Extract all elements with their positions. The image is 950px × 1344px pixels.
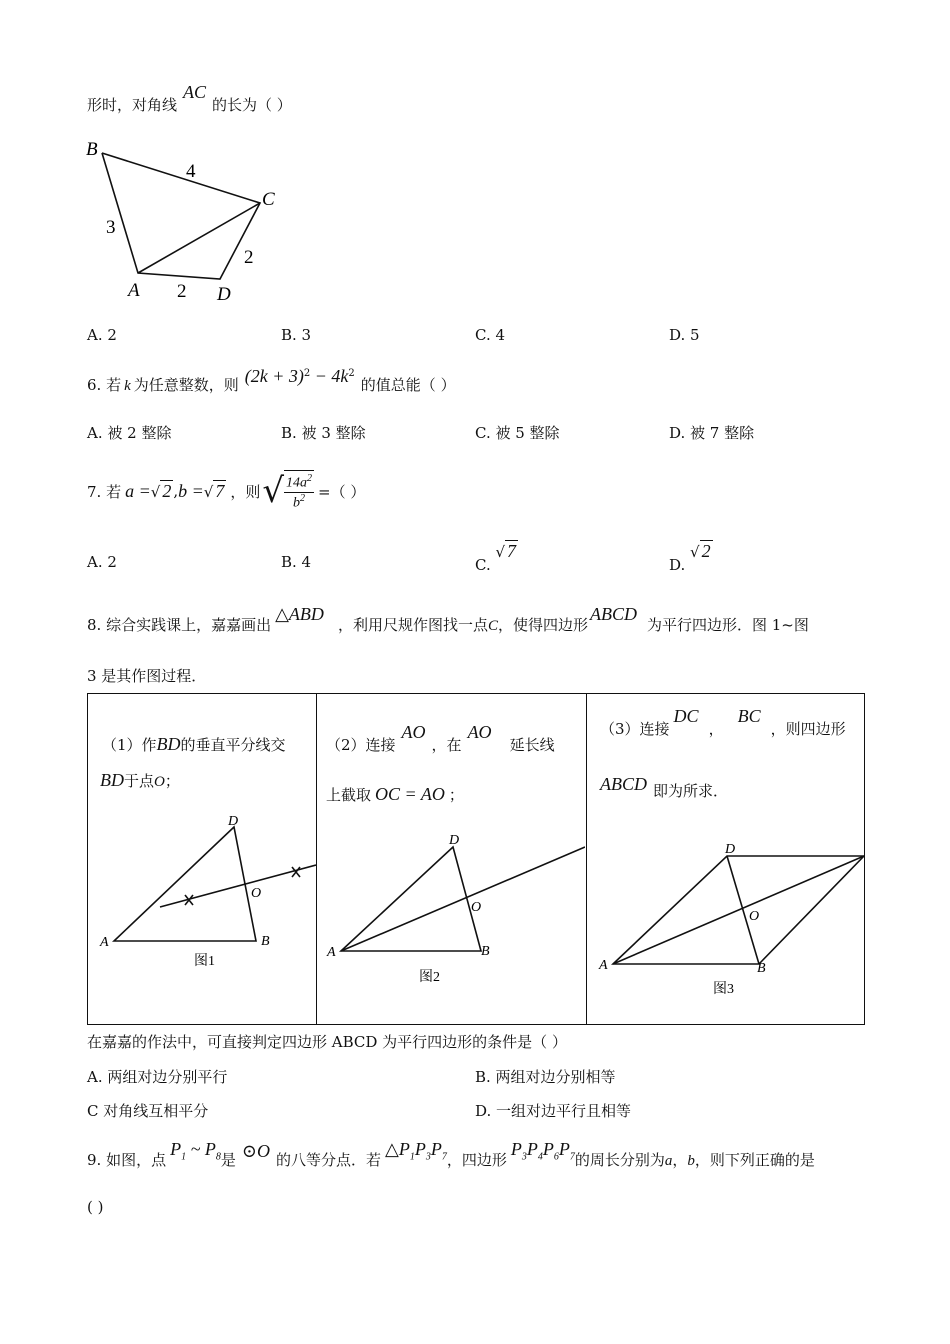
step3-b: ， [708, 720, 724, 738]
q9-triangle [384, 1139, 447, 1163]
q9-quad-s6: 6 [553, 1151, 559, 1163]
q9-stem-line2: ( ) [87, 1198, 104, 1216]
q9-quad-s7: 7 [569, 1151, 575, 1163]
q7-eq: =（ ） [318, 482, 366, 501]
q7-option-c-label: C. [475, 556, 491, 574]
q9-p1-to-p8 [170, 1139, 221, 1163]
step2-ao: AO [401, 722, 426, 742]
q7-option-c-rad: 7 [507, 541, 517, 561]
q5-stem-prefix: 形时，对角线 [87, 96, 178, 114]
step1-line2 [100, 770, 180, 791]
q9-quad-p4: P [526, 1139, 538, 1159]
q6-minus: − 4k [310, 366, 349, 386]
step2-c: 延长线 [509, 736, 555, 754]
fig3-diagonal-ac [613, 856, 864, 964]
q8-stem-line2: 3 是其作图过程． [87, 667, 207, 685]
q9-mid2: 的八等分点．若 [275, 1151, 381, 1169]
q8-option-a[interactable]: A. 两组对边分别平行 [87, 1068, 228, 1086]
q5-option-d[interactable]: D. 5 [669, 326, 700, 344]
fig1-label-b: B [261, 934, 270, 949]
fig1-perp-bisector [160, 865, 316, 907]
q9-mid4: 的周长分别为 [574, 1151, 665, 1169]
fig3-label-b: B [757, 961, 766, 976]
label-d: D [217, 284, 231, 305]
label-b: B [86, 139, 98, 160]
q9-stem-line1 [87, 1139, 815, 1173]
q6-stem [87, 366, 456, 395]
q6-option-a[interactable]: A. 被 2 整除 [87, 424, 172, 442]
side-cd: 2 [244, 247, 254, 268]
q9-prefix: 9. 如图，点 [87, 1151, 167, 1169]
q8-line1-a: 8. 综合实践课上，嘉嘉画出 [87, 616, 272, 634]
q9-tri-s7: 7 [441, 1151, 447, 1163]
q8-stem-line1 [87, 604, 809, 635]
fig1-arc-mark-2 [292, 867, 300, 877]
step3-abcd: ABCD [600, 774, 647, 794]
q6-suffix: 的值总能（ ） [360, 376, 456, 394]
q9-s1: 1 [181, 1151, 187, 1163]
step2-eq: OC = AO [375, 784, 445, 804]
q9-tri-p3: P [414, 1139, 426, 1159]
fig3-label-a: A [599, 958, 608, 973]
q7-stem [87, 468, 365, 514]
q9-tri-s3: 3 [425, 1151, 431, 1163]
q9-mid1: 是 [220, 1151, 236, 1169]
q6-exp2: 2 [348, 368, 355, 379]
figure-1 [88, 809, 316, 1024]
step1-c: BD [100, 770, 124, 790]
q7-radical-sign: √ [262, 471, 284, 511]
q9-tri-p1: P [398, 1139, 410, 1159]
q9-tri-s1: 1 [409, 1151, 415, 1163]
q9-tilde: ~ [186, 1139, 205, 1159]
q5-quadrilateral-figure [80, 135, 290, 305]
q9-quad-p6: P [542, 1139, 554, 1159]
q7-option-a[interactable]: A. 2 [87, 553, 117, 571]
fig1-label-a: A [100, 935, 109, 950]
q5-stem [87, 82, 292, 115]
q8-line1-c: ，使得四边形 [497, 616, 588, 634]
q7-then: ，则 [230, 482, 261, 501]
q8-option-b[interactable]: B. 两组对边分别相等 [475, 1068, 616, 1086]
figure-3 [587, 809, 864, 1024]
fig2-triangle [341, 847, 481, 951]
fig1-triangle [114, 827, 256, 941]
q9-tri-p7: P [430, 1139, 442, 1159]
label-c: C [262, 189, 275, 210]
step3-bc: BC [737, 706, 761, 726]
q9-quadrilateral [510, 1139, 575, 1163]
step1-b: 的垂直平分线交 [180, 736, 286, 754]
q7-option-d-label: D. [669, 556, 686, 574]
q7-comma: , [173, 482, 179, 500]
q8-abcd: ABCD [589, 604, 637, 624]
step3-a: （3）连接 [600, 720, 670, 738]
q7-denominator [284, 493, 314, 512]
step1-d: 于点 [124, 772, 155, 790]
q7-option-c[interactable]: C. √ 7 [475, 541, 517, 574]
q7-b-sqrt: √ 7 [203, 481, 225, 501]
q9-s8: 8 [215, 1151, 221, 1163]
q7-a-rad: 2 [162, 481, 172, 501]
q8-line1-b: ，利用尺规作图找一点 [337, 616, 488, 634]
q6-k: k [124, 378, 131, 394]
fig2-label-b: B [481, 944, 490, 959]
q7-num-exp: 2 [307, 473, 312, 485]
q5-option-a[interactable]: A. 2 [87, 326, 117, 344]
q8-point-c: C [487, 618, 498, 634]
q7-numerator [284, 473, 314, 493]
fig2-label-a: A [327, 945, 336, 960]
q8-question: 在嘉嘉的作法中，可直接判定四边形 ABCD 为平行四边形的条件是（ ） [87, 1033, 567, 1051]
step2-d: 上截取 [326, 786, 372, 804]
q7-a-sqrt: √ 2 [150, 481, 172, 501]
fig3-label-o: O [749, 909, 760, 924]
fig3-caption: 图3 [713, 982, 734, 997]
step1-o: O [154, 774, 165, 790]
q9-p8: P [204, 1139, 216, 1159]
q9-a: a [664, 1153, 673, 1169]
fig2-ao-extension [341, 847, 585, 951]
q8-option-d[interactable]: D. 一组对边平行且相等 [475, 1102, 632, 1120]
step3-d: 即为所求． [653, 782, 729, 800]
figure-2 [317, 809, 585, 1024]
step3-c: ，则四边形 [770, 720, 846, 738]
q7-prefix: 7. 若 [87, 482, 122, 501]
q8-construction-table [87, 693, 865, 1025]
q9-tri-sym: △ [384, 1139, 399, 1159]
q9-b: b [687, 1153, 695, 1169]
step3-dc: DC [673, 706, 699, 726]
q7-den-exp: 2 [300, 493, 305, 504]
step2-e: ； [448, 786, 464, 804]
q9-mid3: ，四边形 [446, 1151, 507, 1169]
fig2-label-o: O [471, 900, 482, 915]
q6-expression [245, 368, 355, 386]
q7-a-eq: a = [125, 480, 151, 501]
q5-stem-math: AC [183, 82, 207, 102]
q6-option-b[interactable]: B. 被 3 整除 [281, 424, 366, 442]
fig1-caption: 图1 [194, 954, 215, 969]
q9-quad-p7: P [558, 1139, 570, 1159]
q7-b-eq: b = [178, 480, 204, 501]
fig3-label-d: D [725, 842, 736, 857]
q7-option-d[interactable]: D. √ 2 [669, 541, 711, 574]
q9-comma: ， [672, 1151, 688, 1169]
step3-line2 [600, 774, 729, 801]
q6-mid: 为任意整数，则 [133, 376, 239, 394]
step2-line2 [326, 784, 464, 805]
q7-option-b[interactable]: B. 4 [281, 553, 312, 571]
q9-p1: P [170, 1139, 182, 1159]
q9-quad-s4: 4 [537, 1151, 543, 1163]
fig2-label-d: D [449, 833, 460, 848]
side-ab: 3 [106, 217, 116, 238]
step1-a: （1）作 [102, 736, 157, 754]
q6-option-c[interactable]: C. 被 5 整除 [475, 424, 560, 442]
q6-prefix: 6. 若 [87, 376, 122, 394]
q9-quad-p3: P [510, 1139, 522, 1159]
side-ad: 2 [177, 281, 187, 302]
q6-option-d[interactable]: D. 被 7 整除 [669, 424, 755, 442]
q7-fraction [284, 470, 314, 511]
q5-option-b[interactable]: B. 3 [281, 326, 312, 344]
q7-den-text: b [293, 495, 300, 511]
step2-ao2: AO [467, 722, 492, 742]
q5-option-c[interactable]: C. 4 [475, 326, 506, 344]
step1-bd: BD [156, 734, 181, 754]
side-bc: 4 [186, 161, 196, 182]
fig2-caption: 图2 [419, 970, 440, 985]
q9-quad-s3: 3 [521, 1151, 527, 1163]
q6-expr-base: (2k + 3) [244, 366, 304, 386]
step3-line1 [600, 706, 846, 739]
q7-b-rad: 7 [215, 481, 225, 501]
step2-b: ，在 [431, 736, 462, 754]
step2-line1 [326, 722, 555, 755]
step1-line1 [102, 734, 286, 755]
q9-suffix: ，则下列正确的是 [694, 1151, 815, 1169]
q8-option-c[interactable]: C 对角线互相平分 [87, 1102, 209, 1120]
q7-num-text: 14a [286, 476, 307, 491]
q8-line1-d: 为平行四边形．图 1~图 [646, 616, 809, 634]
step2-a: （2）连接 [326, 736, 396, 754]
q8-triangle-abd: △ABD [275, 604, 324, 624]
label-a: A [128, 280, 140, 301]
fig1-label-o: O [251, 886, 262, 901]
q6-exp1: 2 [303, 368, 311, 379]
q7-option-d-rad: 2 [701, 541, 711, 561]
q5-stem-suffix: 的长为（ ） [212, 96, 292, 114]
step1-e: ； [164, 772, 180, 790]
fig1-label-d: D [228, 814, 239, 829]
q9-circle-o: ⊙O [241, 1141, 270, 1161]
